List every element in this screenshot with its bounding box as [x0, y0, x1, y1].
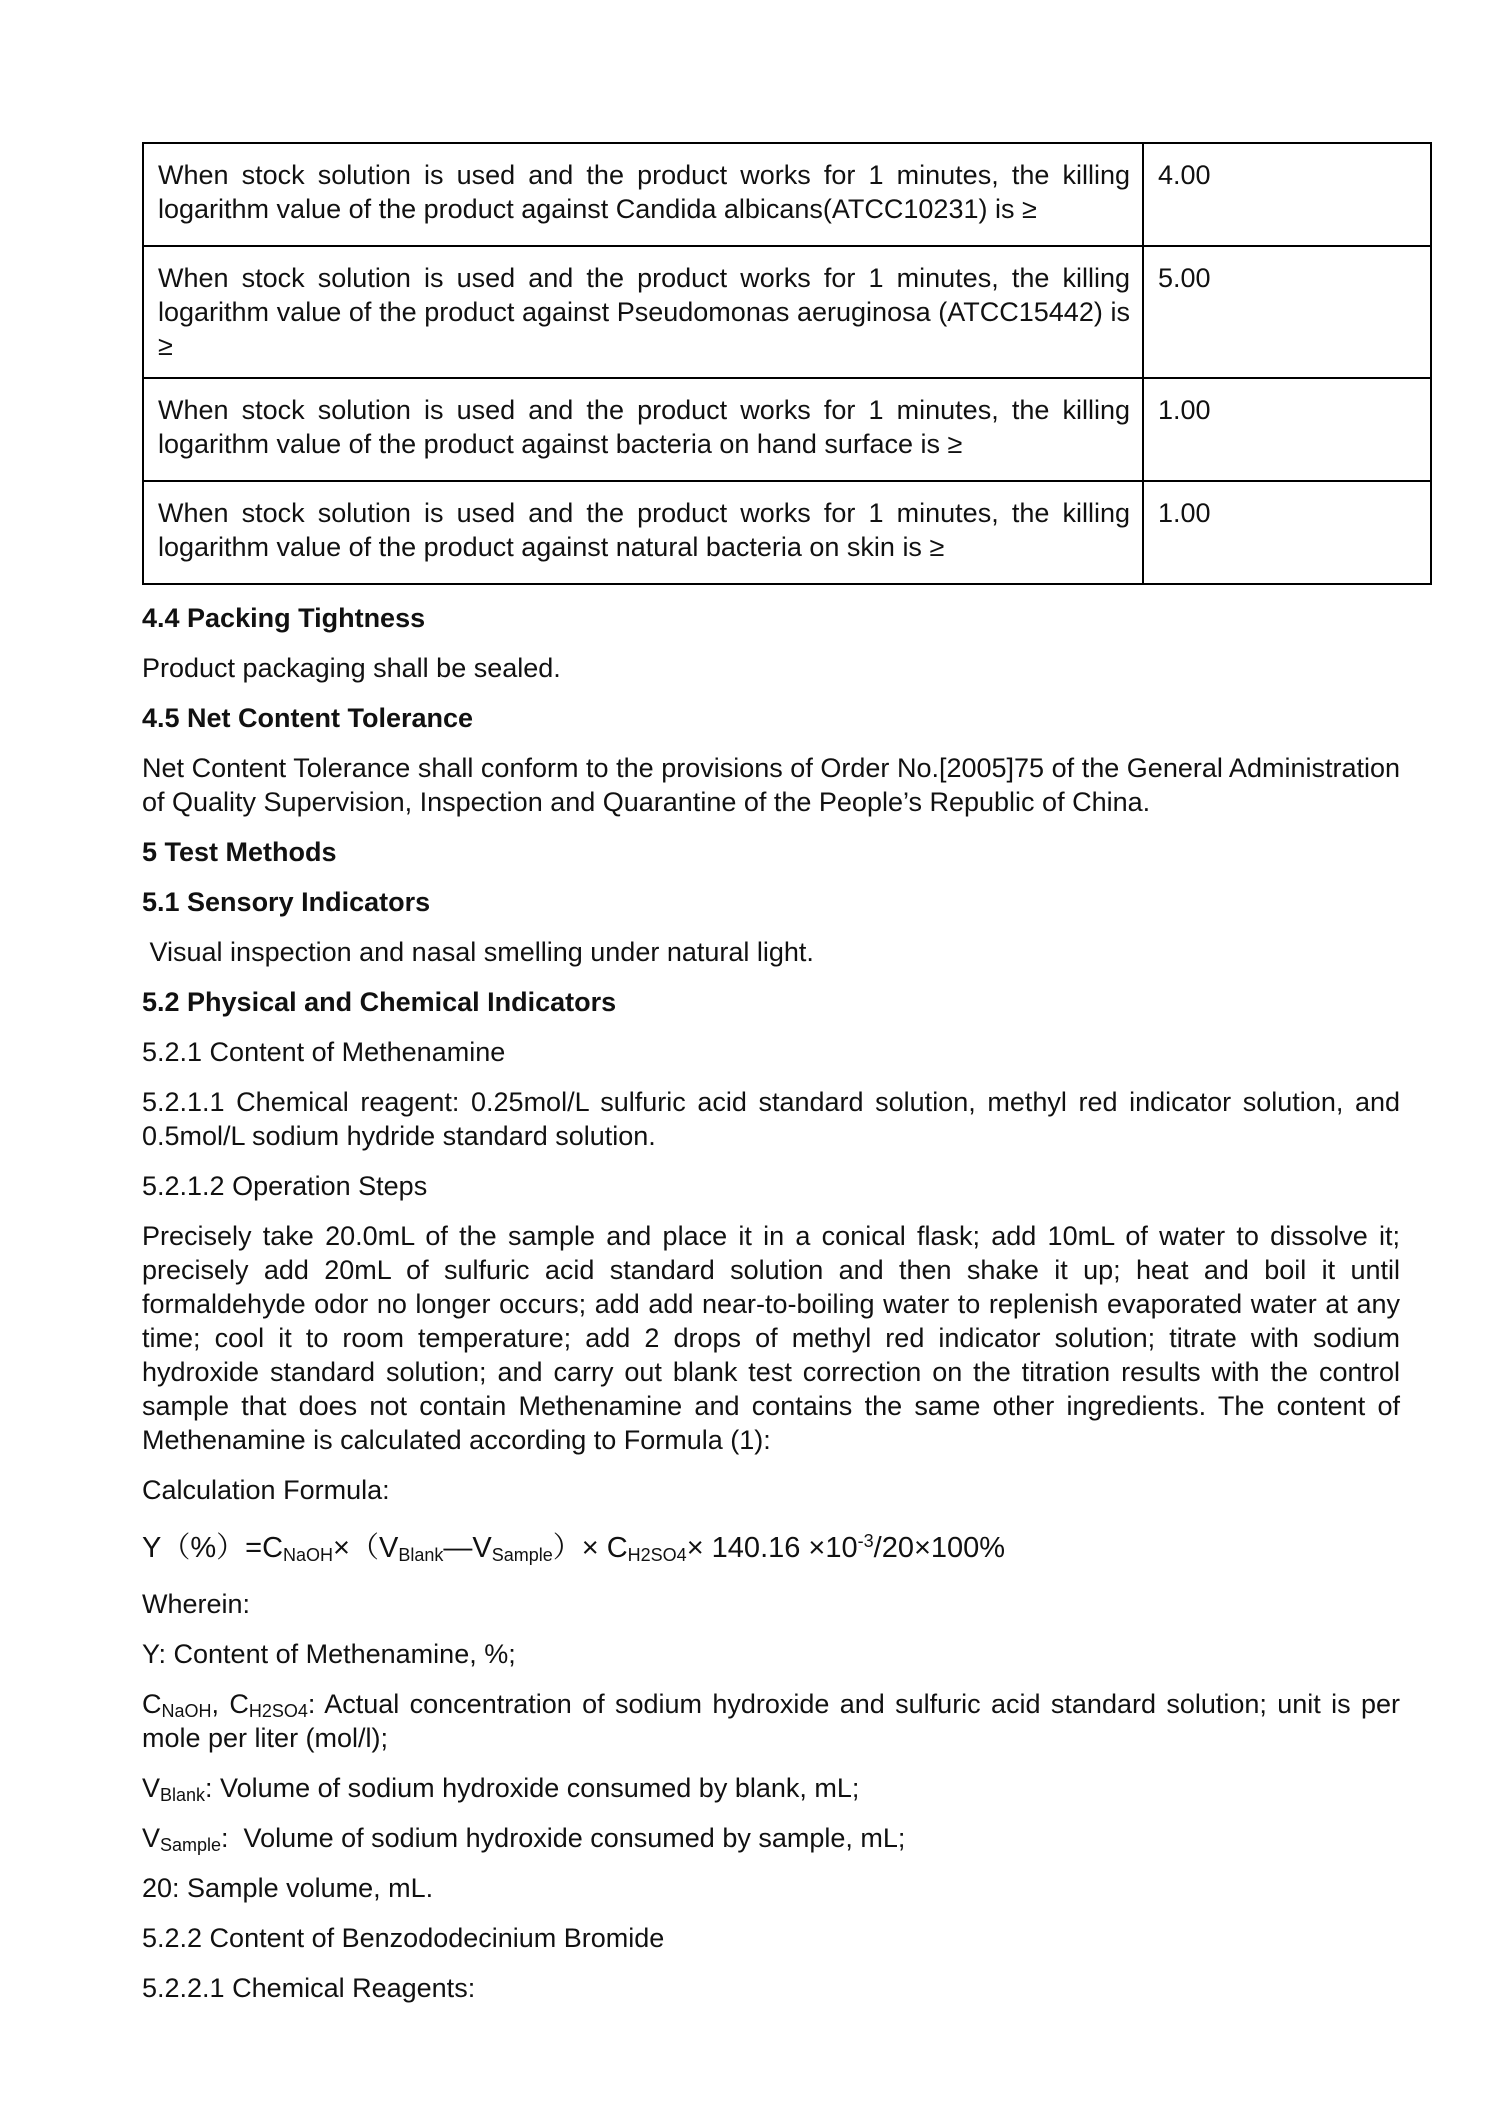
table-cell-value: 1.00 — [1143, 378, 1431, 481]
definition-text: : Actual concentration of sodium hydroxide and sulfuric acid standard solution; unit is per mole per liter (mol/l); — [142, 1689, 1400, 1753]
heading-5-2-2: 5.2.2 Content of Benzododecinium Bromide — [142, 1923, 665, 1953]
table-row — [143, 143, 1431, 246]
symbol-subscript: NaOH — [161, 1701, 212, 1721]
table-cell-description: When stock solution is used and the product works for 1 minutes, the killing logarithm value of the product against Candida albicans(ATCC10231) is ≥ — [143, 143, 1143, 246]
heading-5-2: 5.2 Physical and Chemical Indicators — [142, 987, 617, 1017]
symbol-subscript: Blank — [160, 1785, 206, 1805]
table-cell-value: 4.00 — [1143, 143, 1431, 246]
heading-5-2-1: 5.2.1 Content of Methenamine — [142, 1037, 506, 1067]
document-page — [142, 142, 1400, 2005]
definition-y: Y: Content of Methenamine, %; — [142, 1639, 516, 1669]
symbol-c: C — [142, 1689, 162, 1719]
formula-part: ）× C — [552, 1532, 628, 1564]
definition-sample-volume: 20: Sample volume, mL. — [142, 1873, 434, 1903]
formula-subscript: NaOH — [283, 1545, 334, 1565]
heading-5-2-1-2: 5.2.1.2 Operation Steps — [142, 1171, 428, 1201]
formula-part: /20×100% — [873, 1532, 1006, 1564]
indicator-table — [142, 142, 1432, 585]
symbol-subscript: Sample — [160, 1835, 222, 1855]
table-cell-value: 1.00 — [1143, 481, 1431, 584]
heading-5-1: 5.1 Sensory Indicators — [142, 887, 431, 917]
heading-5-2-2-1: 5.2.2.1 Chemical Reagents: — [142, 1973, 476, 2003]
calculation-label: Calculation Formula: — [142, 1475, 390, 1505]
paragraph-5-1: Visual inspection and nasal smelling under natural light. — [142, 937, 814, 967]
symbol-v: V — [142, 1773, 161, 1803]
table-cell-value: 5.00 — [1143, 246, 1431, 378]
methenamine-formula — [142, 1531, 1400, 1565]
heading-4-5: 4.5 Net Content Tolerance — [142, 703, 474, 733]
paragraph-4-4: Product packaging shall be sealed. — [142, 653, 561, 683]
formula-subscript: Sample — [491, 1545, 553, 1565]
table-row — [143, 378, 1431, 481]
table-row — [143, 246, 1431, 378]
formula-superscript: -3 — [857, 1531, 874, 1551]
heading-4-4: 4.4 Packing Tightness — [142, 603, 426, 633]
definition-concentration — [142, 1687, 1400, 1755]
formula-subscript: Blank — [398, 1545, 444, 1565]
wherein-label: Wherein: — [142, 1589, 251, 1619]
formula-subscript: H2SO4 — [627, 1545, 687, 1565]
table-cell-description: When stock solution is used and the product works for 1 minutes, the killing logarithm value of the product against Pseudomonas aeruginosa (ATCC15442) is ≥ — [143, 246, 1143, 378]
paragraph-operation-steps: Precisely take 20.0mL of the sample and place it in a conical flask; add 10mL of water to dissolve it; precisely add 20mL of sulfuric acid standard solution and then shake it up; heat and boil it until formaldehyde odor no longer occurs; add add near-to-boiling water to replenish evaporated water at any time; cool it to room temperature; add 2 drops of methyl red indicator solution; titrate with sodium hydroxide standard solution; and carry out blank test correction on the titration results with the control sample that does not contain Methenamine and contains the same other ingredients. The content of Methenamine is calculated according to Formula (1): — [142, 1221, 1400, 1455]
definition-text: : Volume of sodium hydroxide consumed by blank, mL; — [205, 1773, 860, 1803]
definition-text: : Volume of sodium hydroxide consumed by sample, mL; — [221, 1823, 906, 1853]
formula-part: Y（%）=C — [142, 1532, 284, 1564]
formula-part: —V — [443, 1532, 492, 1564]
table-cell-description: When stock solution is used and the product works for 1 minutes, the killing logarithm value of the product against natural bacteria on skin is ≥ — [143, 481, 1143, 584]
heading-5: 5 Test Methods — [142, 837, 337, 867]
paragraph-4-5: Net Content Tolerance shall conform to the provisions of Order No.[2005]75 of the General Administration of Quality Supervision, Inspection and Quarantine of the People’s Republic of China. — [142, 753, 1400, 817]
formula-part: × 140.16 ×10 — [686, 1532, 858, 1564]
formula-part: ×（V — [333, 1532, 399, 1564]
definition-v-blank — [142, 1771, 1400, 1805]
paragraph-5-2-1-1: 5.2.1.1 Chemical reagent: 0.25mol/L sulfuric acid standard solution, methyl red indicator solution, and 0.5mol/L sodium hydride standard solution. — [142, 1087, 1400, 1151]
symbol-subscript: H2SO4 — [248, 1701, 308, 1721]
symbol-v: V — [142, 1823, 161, 1853]
definition-v-sample — [142, 1821, 1400, 1855]
table-cell-description: When stock solution is used and the product works for 1 minutes, the killing logarithm value of the product against bacteria on hand surface is ≥ — [143, 378, 1143, 481]
table-row — [143, 481, 1431, 584]
symbol-c: , C — [211, 1689, 249, 1719]
